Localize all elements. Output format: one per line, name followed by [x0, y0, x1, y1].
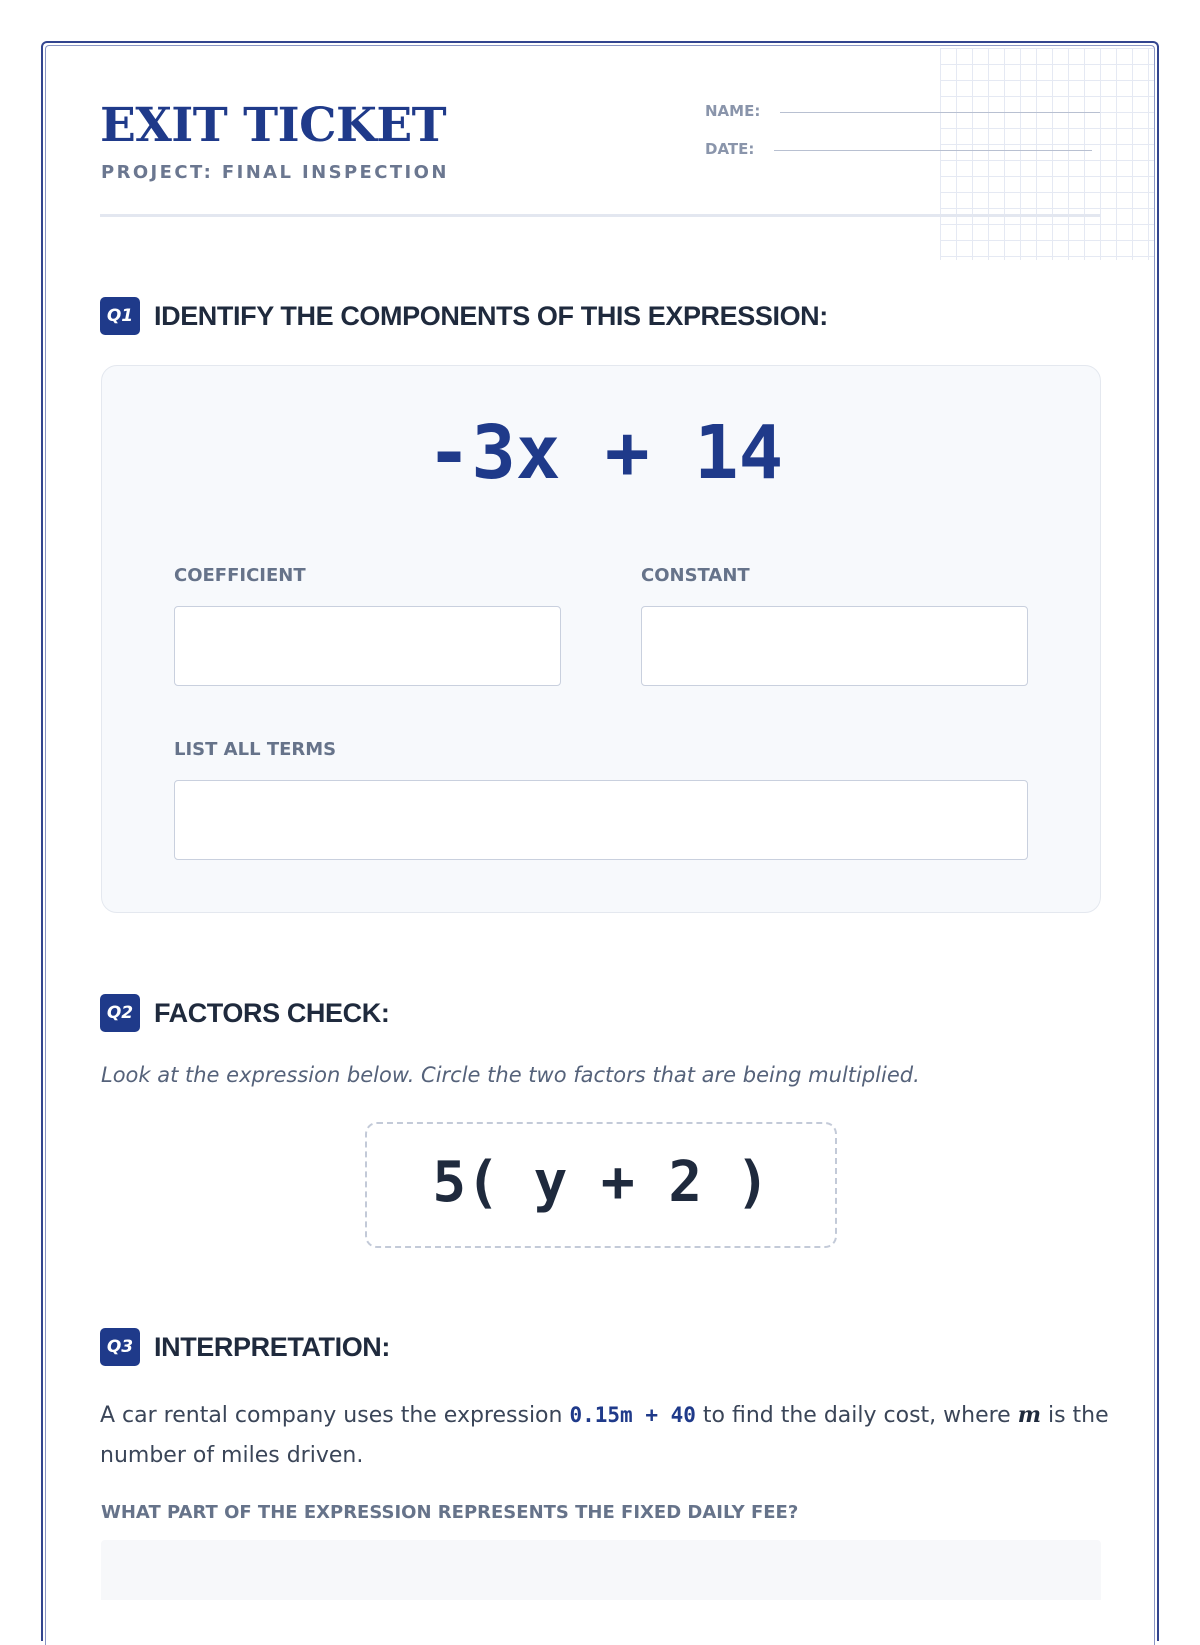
date-field-line[interactable] [774, 150, 1092, 151]
q3-prompt [100, 1395, 1110, 1476]
page-title: EXIT TICKET [100, 98, 447, 153]
date-label: DATE: [705, 140, 755, 158]
name-field-line[interactable] [780, 112, 1100, 113]
q3-sub-question: WHAT PART OF THE EXPRESSION REPRESENTS THE FIXED DAILY FEE? [101, 1502, 799, 1523]
header-divider [100, 214, 1100, 217]
q3-title: INTERPRETATION: [154, 1332, 390, 1362]
q2-instruction: Look at the expression below. Circle the two factors that are being multiplied. [101, 1063, 920, 1087]
constant-label: CONSTANT [641, 565, 750, 586]
q2-expression: 5( y + 2 ) [432, 1150, 770, 1215]
q3-answer-area[interactable] [101, 1540, 1101, 1600]
q2-title: FACTORS CHECK: [154, 998, 390, 1028]
q3-expression: 0.15m + 40 [569, 1403, 696, 1427]
name-label: NAME: [705, 102, 761, 120]
terms-label: LIST ALL TERMS [174, 739, 337, 760]
q3-variable: m [1017, 1402, 1041, 1428]
q2-badge: Q2 [100, 994, 140, 1032]
coefficient-label: COEFFICIENT [174, 565, 306, 586]
constant-input[interactable] [641, 606, 1028, 686]
q3-badge: Q3 [100, 1328, 140, 1366]
q1-title: IDENTIFY THE COMPONENTS OF THIS EXPRESSION: [154, 301, 828, 331]
q3-text-after: is the number of miles driven. [100, 1403, 1109, 1468]
page-subtitle: PROJECT: FINAL INSPECTION [101, 162, 449, 183]
q1-badge: Q1 [100, 297, 140, 335]
q3-text-middle: to find the daily cost, where [695, 1403, 1018, 1428]
terms-input[interactable] [174, 780, 1028, 860]
q1-expression: -3x + 14 [426, 410, 784, 496]
coefficient-input[interactable] [174, 606, 561, 686]
graph-paper-decoration [940, 48, 1154, 260]
q3-text-before: A car rental company uses the expression [100, 1403, 570, 1428]
